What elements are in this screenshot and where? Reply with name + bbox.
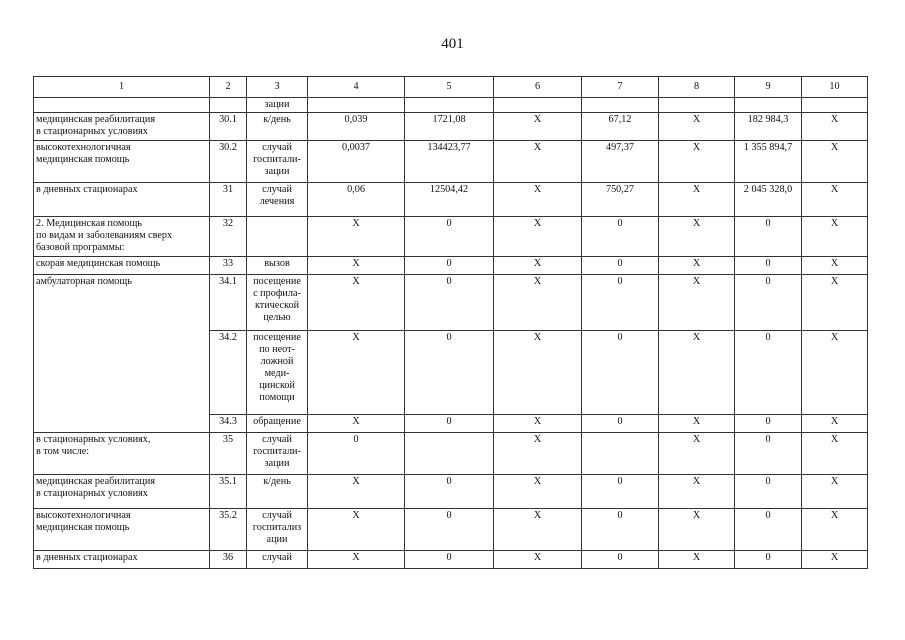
- row-code-cell: 34.2: [210, 331, 247, 415]
- value-cell: 0,039: [308, 113, 405, 141]
- value-cell: 0: [405, 415, 494, 433]
- value-cell: 0,06: [308, 183, 405, 217]
- value-cell: 0: [735, 433, 802, 475]
- value-cell: 0: [582, 217, 659, 257]
- row-unit-cell: случай госпитали- зации: [247, 433, 308, 475]
- value-cell: X: [494, 257, 582, 275]
- row-code-cell: 33: [210, 257, 247, 275]
- value-cell: [405, 433, 494, 475]
- row-code-cell: 34.1: [210, 275, 247, 331]
- row-name-cell: скорая медицинская помощь: [34, 257, 210, 275]
- value-cell: X: [802, 183, 868, 217]
- row-code-cell: 31: [210, 183, 247, 217]
- row-code-cell: 30.2: [210, 141, 247, 183]
- value-cell: X: [802, 551, 868, 569]
- value-cell: X: [308, 331, 405, 415]
- header-cell: 7: [582, 77, 659, 98]
- value-cell: [802, 98, 868, 113]
- value-cell: 0: [735, 509, 802, 551]
- table-row: [34, 98, 868, 113]
- header-cell: 3: [247, 77, 308, 98]
- value-cell: X: [802, 113, 868, 141]
- value-cell: X: [802, 217, 868, 257]
- row-unit-cell: посещение с профила- ктической целью: [247, 275, 308, 331]
- value-cell: X: [494, 433, 582, 475]
- header-row: [34, 77, 868, 98]
- table-row: [34, 257, 868, 275]
- value-cell: X: [802, 509, 868, 551]
- row-name-cell: высокотехнологичная медицинская помощь: [34, 141, 210, 183]
- value-cell: X: [802, 331, 868, 415]
- value-cell: 12504,42: [405, 183, 494, 217]
- value-cell: 497,37: [582, 141, 659, 183]
- value-cell: 0: [582, 257, 659, 275]
- value-cell: 0: [735, 275, 802, 331]
- page-number: 401: [441, 36, 464, 52]
- row-unit-cell: [247, 217, 308, 257]
- value-cell: X: [659, 183, 735, 217]
- value-cell: X: [659, 433, 735, 475]
- value-cell: X: [802, 141, 868, 183]
- value-cell: 1721,08: [405, 113, 494, 141]
- value-cell: X: [659, 331, 735, 415]
- header-cell: 2: [210, 77, 247, 98]
- row-name-cell: высокотехнологичная медицинская помощь: [34, 509, 210, 551]
- row-code-cell: 36: [210, 551, 247, 569]
- value-cell: X: [494, 331, 582, 415]
- value-cell: 0: [308, 433, 405, 475]
- value-cell: X: [494, 113, 582, 141]
- value-cell: [405, 98, 494, 113]
- header-cell: 4: [308, 77, 405, 98]
- value-cell: 0: [582, 509, 659, 551]
- value-cell: X: [659, 141, 735, 183]
- value-cell: X: [494, 217, 582, 257]
- value-cell: 0: [405, 509, 494, 551]
- row-unit-cell: зации: [247, 98, 308, 113]
- value-cell: 0: [735, 331, 802, 415]
- value-cell: X: [308, 415, 405, 433]
- value-cell: X: [308, 551, 405, 569]
- table-row: [34, 551, 868, 569]
- value-cell: X: [494, 183, 582, 217]
- value-cell: X: [494, 509, 582, 551]
- value-cell: 0: [735, 217, 802, 257]
- value-cell: [735, 98, 802, 113]
- row-code-cell: 32: [210, 217, 247, 257]
- value-cell: X: [308, 275, 405, 331]
- table-row: [34, 275, 868, 331]
- value-cell: X: [494, 475, 582, 509]
- value-cell: 0: [735, 475, 802, 509]
- row-name-cell: 2. Медицинская помощь по видам и заболеваниям сверх базовой программы:: [34, 217, 210, 257]
- row-code-cell: 35.1: [210, 475, 247, 509]
- value-cell: X: [308, 257, 405, 275]
- row-name-cell: в дневных стационарах: [34, 183, 210, 217]
- value-cell: X: [659, 275, 735, 331]
- value-cell: 0: [582, 551, 659, 569]
- row-code-cell: 30.1: [210, 113, 247, 141]
- value-cell: 0: [582, 475, 659, 509]
- header-cell: 5: [405, 77, 494, 98]
- value-cell: X: [308, 509, 405, 551]
- value-cell: 2 045 328,0: [735, 183, 802, 217]
- table-row: [34, 183, 868, 217]
- value-cell: X: [659, 551, 735, 569]
- value-cell: X: [659, 217, 735, 257]
- value-cell: X: [494, 415, 582, 433]
- value-cell: 0: [405, 475, 494, 509]
- value-cell: 0: [582, 275, 659, 331]
- row-unit-cell: к/день: [247, 113, 308, 141]
- value-cell: [308, 98, 405, 113]
- value-cell: 0: [405, 217, 494, 257]
- value-cell: X: [494, 275, 582, 331]
- row-name-cell: медицинская реабилитация в стационарных условиях: [34, 475, 210, 509]
- row-code-cell: 35.2: [210, 509, 247, 551]
- value-cell: X: [802, 257, 868, 275]
- value-cell: 0: [582, 415, 659, 433]
- value-cell: 750,27: [582, 183, 659, 217]
- row-code-cell: [210, 98, 247, 113]
- table-row: [34, 217, 868, 257]
- header-cell: 1: [34, 77, 210, 98]
- value-cell: 67,12: [582, 113, 659, 141]
- value-cell: X: [659, 257, 735, 275]
- row-name-cell: в дневных стационарах: [34, 551, 210, 569]
- value-cell: X: [802, 275, 868, 331]
- table-row: [34, 475, 868, 509]
- value-cell: 0: [405, 275, 494, 331]
- row-unit-cell: посещение по неот- ложной меди- цинской помощи: [247, 331, 308, 415]
- row-unit-cell: обращение: [247, 415, 308, 433]
- table-row: [34, 113, 868, 141]
- value-cell: 134423,77: [405, 141, 494, 183]
- value-cell: X: [308, 217, 405, 257]
- header-cell: 8: [659, 77, 735, 98]
- row-unit-cell: случай: [247, 551, 308, 569]
- row-unit-cell: вызов: [247, 257, 308, 275]
- value-cell: 0: [405, 331, 494, 415]
- value-cell: [659, 98, 735, 113]
- row-code-cell: 35: [210, 433, 247, 475]
- header-cell: 6: [494, 77, 582, 98]
- value-cell: 0: [735, 257, 802, 275]
- table-row: [34, 509, 868, 551]
- header-cell: 9: [735, 77, 802, 98]
- value-cell: X: [802, 415, 868, 433]
- row-unit-cell: случай лечения: [247, 183, 308, 217]
- value-cell: 0,0037: [308, 141, 405, 183]
- row-name-cell: амбулаторная помощь: [34, 275, 210, 433]
- data-table: [33, 76, 868, 569]
- value-cell: 0: [405, 257, 494, 275]
- value-cell: X: [659, 509, 735, 551]
- value-cell: X: [494, 551, 582, 569]
- row-unit-cell: случай госпитализ ации: [247, 509, 308, 551]
- table-row: [34, 141, 868, 183]
- value-cell: 182 984,3: [735, 113, 802, 141]
- row-unit-cell: к/день: [247, 475, 308, 509]
- value-cell: X: [659, 113, 735, 141]
- value-cell: 0: [582, 331, 659, 415]
- value-cell: [494, 98, 582, 113]
- value-cell: 1 355 894,7: [735, 141, 802, 183]
- value-cell: [582, 433, 659, 475]
- value-cell: 0: [735, 551, 802, 569]
- row-name-cell: [34, 98, 210, 113]
- row-name-cell: в стационарных условиях, в том числе:: [34, 433, 210, 475]
- header-cell: 10: [802, 77, 868, 98]
- row-name-cell: медицинская реабилитация в стационарных условиях: [34, 113, 210, 141]
- value-cell: X: [494, 141, 582, 183]
- row-unit-cell: случай госпитали- зации: [247, 141, 308, 183]
- table-row: [34, 433, 868, 475]
- row-code-cell: 34.3: [210, 415, 247, 433]
- value-cell: 0: [405, 551, 494, 569]
- value-cell: X: [802, 475, 868, 509]
- value-cell: [582, 98, 659, 113]
- value-cell: X: [659, 415, 735, 433]
- value-cell: X: [802, 433, 868, 475]
- value-cell: 0: [735, 415, 802, 433]
- value-cell: X: [659, 475, 735, 509]
- value-cell: X: [308, 475, 405, 509]
